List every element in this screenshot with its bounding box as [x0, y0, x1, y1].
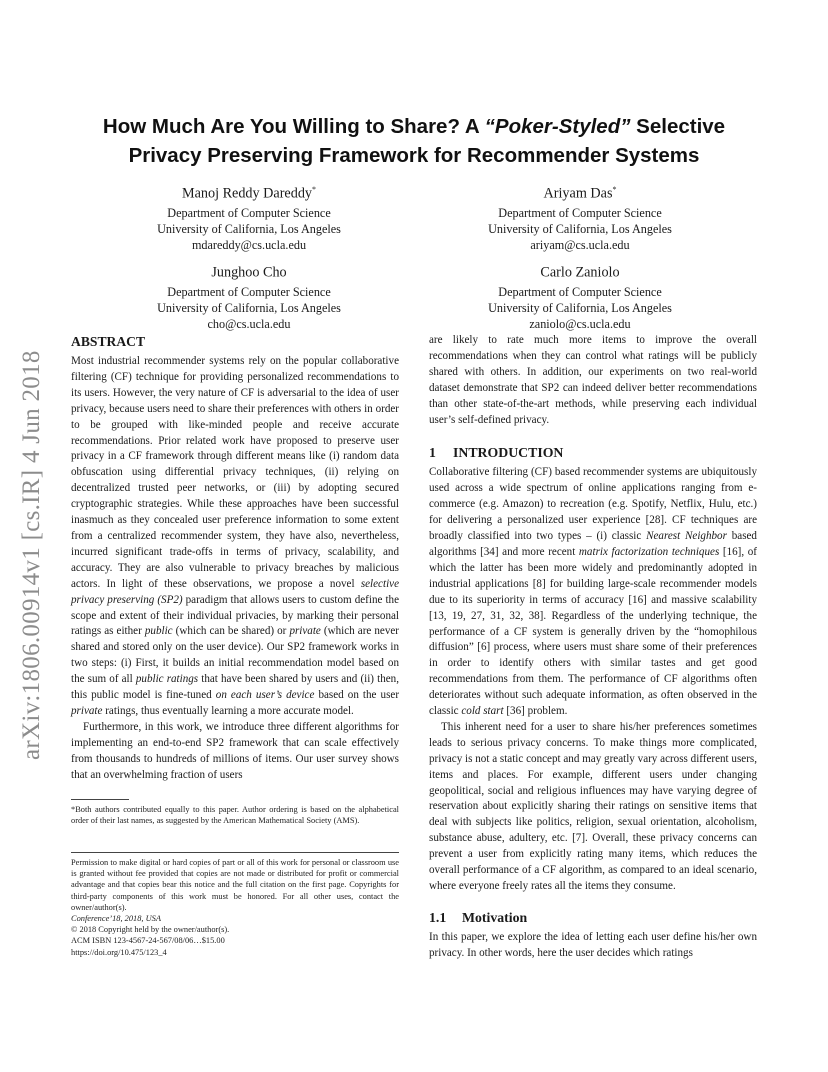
author-email: mdareddy@cs.ucla.edu	[191, 237, 307, 252]
author-department: Department of Computer Science	[167, 284, 331, 299]
introduction-paragraph-2: This inherent need for a user to share his/her preferences sometimes leads to serious privacy concerns. To make things more complicated, privacy is not a static concept and may greatly vary across different users, items and places. For example, different users under changing geopolitical, social and religious influences may have varying degree of reservation about explicitly sharing their ratings on sensitive items that deal with subjects like politics, religion, sexual orientation, alcoholism, substance abuse, adultery, etc. [7]. Overall, these privacy concerns can prevent a user from explicitly rating many items, which reduces the overall performance of a CF algorithm, as compared to an ideal scenario, where everyone freely rates all the items they consume.	[429, 720, 757, 892]
italic-term: on each user’s device	[215, 689, 315, 702]
author-block-3	[119, 259, 379, 332]
permission-block	[71, 857, 399, 958]
italic-term: private	[71, 704, 103, 717]
footnote-equal-contribution: *Both authors contributed equally to this paper. Author ordering is based on the alphabetical order of their last names, as suggested by the American Mathematical Society (AMS).	[71, 805, 399, 826]
italic-term: private	[289, 625, 321, 638]
motivation-heading: 1.1 Motivation	[429, 909, 528, 925]
title-italic-phrase: “Poker-Styled”	[484, 115, 631, 138]
title-line-1: How Much Are You Willing to Share? A “Poker-Styled” Selective	[102, 115, 726, 138]
italic-term: public ratings	[135, 673, 199, 686]
doi-link[interactable]: https://doi.org/10.475/123_4	[71, 947, 167, 957]
italic-term: selective privacy preserving (SP2)	[71, 577, 399, 606]
abstract-paragraph-2-part-1: Furthermore, in this work, we introduce three different algorithms for implementing an end-to-end SP2 framework that can scale effectively from thousands to hundreds of millions of items. Our user survey shows that an overwhelming fraction of users	[71, 720, 399, 781]
abstract-paragraph-2-part-2: are likely to rate much more items to improve the overall recommendations when they can control what ratings will be publicly shared with others. In addition, our experiments on two real-world dataset demonstrate that SP2 can indeed deliver better recommendations than other state-of-the-art methods, while preserving each individual user’s self-defined privacy.	[429, 334, 757, 426]
author-department: Department of Computer Science	[167, 205, 331, 220]
motivation-paragraph-1: In this paper, we explore the idea of letting each user define his/her own privacy. In other words, here the user decides which ratings	[429, 930, 757, 959]
italic-term: cold start	[461, 705, 504, 718]
author-block-4	[450, 259, 710, 332]
introduction-paragraph-1: Collaborative filtering (CF) based recommender systems are ubiquitously used across a wide spectrum of online applications ranging from e-commerce (e.g. Amazon) to recreation (e.g. Spotify, Netflix, Hulu, etc.) for delivering a personalized user experience [28]. CF techniques are broadly classified into two types – (i) classic Nearest Neighbor based algorithms [34] and more recent matrix factorization techniques [16], of which the latter has been more widely and predominantly adopted in industrial applications [8] for building large-scale recommender models due to its superiority in terms of accuracy [16] and massive scalability [13, 19, 27, 31, 32, 38]. Regardless of the underlying technique, the performance of a CF system is generally driven by the “homophilous diffusion” [6] process, where users must share some of their preferences in order to identify others with similar tastes and get good recommendations from them. The performance of CF algorithms often deteriorates without such adequate information, as often observed in the classic cold start [36] problem.	[429, 466, 757, 718]
author-name: Ariyam Das*	[543, 185, 617, 202]
arxiv-identifier: arXiv:1806.00914v1 [cs.IR] 4 Jun 2018	[18, 350, 45, 760]
italic-term: public	[144, 625, 173, 638]
introduction-heading: 1 INTRODUCTION	[429, 445, 564, 461]
author-email: ariyam@cs.ucla.edu	[530, 237, 630, 252]
author-email: cho@cs.ucla.edu	[207, 316, 291, 331]
abstract-paragraph-1: Most industrial recommender systems rely on the popular collaborative filtering (CF) technique for providing personalized recommendations to its users. However, the very nature of CF is adversarial to the idea of user privacy, because users need to share their preferences with others in order to be grouped with like-minded people and receive accurate recommendations. Prior related work have proposed to preserve user privacy in a CF framework through different means like (i) random data obfuscation using differential privacy techniques, (ii) relying on decentralized trusted peer networks, or (iii) by adopting secured cryptographic strategies. While these approaches have been successful inasmuch as they concealed user preference information to some extent from a centralized recommender system, they have also, nevertheless, incurred significant trade-offs in terms of privacy, scalability, and accuracy. They are also vulnerable to privacy breaches by malicious actors. In light of these observations, we propose a novel selective privacy preserving (SP2) paradigm that allows users to custom define the scope and extent of their individual privacies, by marking their personal ratings as either public (which can be shared) or private (which are never shared and stored only on the user device). Our SP2 framework works in two steps: (i) First, it builds an initial recommendation model based on the sum of all public ratings that have been shared by users and (ii) then, this public model is fine-tuned on each user’s device based on the user private ratings, thus eventually learning a more accurate model.	[71, 355, 400, 717]
title-line-2: Privacy Preserving Framework for Recommender Systems	[128, 144, 700, 167]
author-block-2	[450, 180, 710, 253]
author-block-1	[119, 180, 379, 253]
author-name: Manoj Reddy Dareddy*	[181, 185, 317, 202]
italic-term: Nearest Neighbor	[646, 530, 727, 543]
paper-title	[70, 112, 758, 170]
author-department: Department of Computer Science	[498, 205, 662, 220]
left-column	[71, 333, 399, 783]
footnote-divider	[71, 799, 129, 800]
author-email: zaniolo@cs.ucla.edu	[529, 316, 631, 331]
permission-text: Permission to make digital or hard copies of part or all of this work for personal or classroom use is granted without fee provided that copies are not made or distributed for profit or commercial advantage and that copies bear this notice and the full citation on the first page. Copyrights for third-party components of this work must be honored. For all other uses, contact the owner/author(s).	[71, 858, 399, 912]
author-department: Department of Computer Science	[498, 284, 662, 299]
isbn-line: ACM ISBN 123-4567-24-567/08/06…$15.00	[71, 936, 225, 946]
author-name: Junghoo Cho	[211, 264, 287, 281]
author-university: University of California, Los Angeles	[157, 300, 341, 315]
copyright-line: © 2018 Copyright held by the owner/author(s).	[71, 925, 230, 935]
right-column	[429, 333, 757, 962]
author-university: University of California, Los Angeles	[488, 300, 672, 315]
author-name: Carlo Zaniolo	[540, 264, 620, 281]
conference-info: Conference’18, 2018, USA	[71, 914, 161, 924]
abstract-heading: ABSTRACT	[71, 334, 146, 349]
author-university: University of California, Los Angeles	[488, 221, 672, 236]
author-university: University of California, Los Angeles	[157, 221, 341, 236]
permission-divider	[71, 852, 399, 853]
italic-term: matrix factorization techniques	[578, 545, 720, 558]
